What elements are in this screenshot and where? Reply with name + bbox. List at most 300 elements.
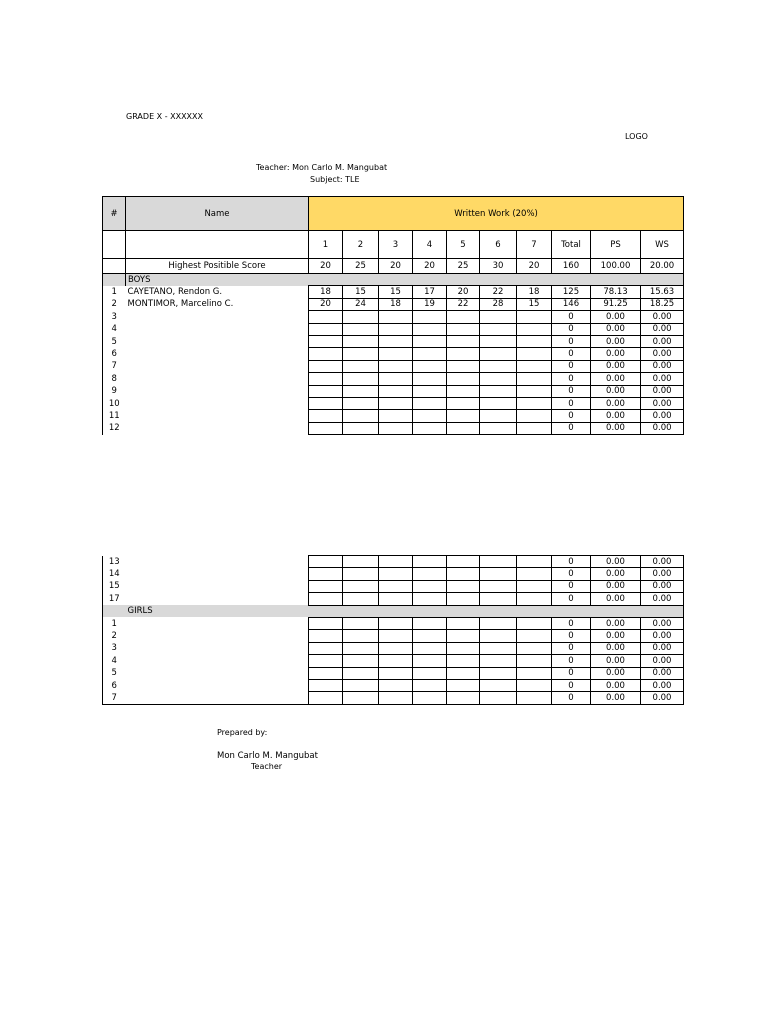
score-cell [343,556,379,568]
student-number: 1 [103,286,126,298]
total-cell: 0 [552,373,591,385]
score-cell [379,568,413,580]
student-name [126,593,309,605]
score-cell [343,630,379,642]
total-cell: 0 [552,679,591,691]
hps-ps: 100.00 [591,259,641,274]
student-number: 2 [103,298,126,310]
ps-cell: 0.00 [591,335,641,347]
ps-cell: 0.00 [591,422,641,434]
score-cell [517,556,552,568]
ps-cell: 78.13 [591,286,641,298]
score-cell [379,397,413,409]
score-cell [309,692,343,704]
student-name: MONTIMOR, Marcelino C. [127,299,234,310]
total-cell: 0 [552,385,591,397]
total-cell: 0 [552,568,591,580]
ws-cell: 0.00 [641,630,684,642]
score-cell [413,617,447,629]
ps-cell: 0.00 [591,593,641,605]
score-cell [517,630,552,642]
score-cell: 19 [413,298,447,310]
student-row [103,335,684,347]
score-cell [379,580,413,592]
student-row [103,286,684,298]
score-cell [379,593,413,605]
score-cell [343,373,379,385]
score-cell [379,617,413,629]
ps-cell: 0.00 [591,397,641,409]
score-cell [413,311,447,323]
ps-cell: 0.00 [591,667,641,679]
score-cell: 24 [343,298,379,310]
score-cell [309,348,343,360]
score-cell [447,679,480,691]
score-cell [309,323,343,335]
score-cell: 18 [379,298,413,310]
score-cell [447,655,480,667]
score-cell [413,422,447,434]
score-cell [343,385,379,397]
score-cell [309,410,343,422]
student-row [103,593,684,605]
score-cell [413,642,447,654]
score-cell [379,385,413,397]
ps-cell: 0.00 [591,568,641,580]
score-cell: 18 [517,286,552,298]
score-cell [379,311,413,323]
subheader-cell: 3 [379,231,413,259]
ws-cell: 0.00 [641,617,684,629]
score-cell: 22 [447,298,480,310]
score-cell: 15 [379,286,413,298]
hps-ws: 20.00 [641,259,684,274]
score-cell [343,593,379,605]
score-cell [480,617,517,629]
score-cell [413,556,447,568]
total-cell: 0 [552,655,591,667]
score-cell [379,655,413,667]
girls-section-row [103,605,684,617]
score-cell [343,692,379,704]
score-cell [517,335,552,347]
score-cell [447,385,480,397]
student-name [126,630,309,642]
score-cell [480,385,517,397]
score-cell [379,667,413,679]
ps-cell: 0.00 [591,410,641,422]
score-cell [343,323,379,335]
total-cell: 0 [552,556,591,568]
score-cell [413,580,447,592]
score-cell [480,568,517,580]
subheader-cell: 4 [413,231,447,259]
student-name [126,556,309,568]
score-cell [480,373,517,385]
student-number: 12 [103,422,126,434]
student-row [103,373,684,385]
student-name [126,580,309,592]
score-cell [517,568,552,580]
score-cell [343,348,379,360]
ps-cell: 0.00 [591,385,641,397]
student-name [126,655,309,667]
score-cell [480,642,517,654]
score-cell [447,311,480,323]
score-cell [413,568,447,580]
student-number: 9 [103,385,126,397]
student-row [103,348,684,360]
student-row [103,298,684,310]
score-cell [447,593,480,605]
ws-cell: 0.00 [641,568,684,580]
score-cell [480,630,517,642]
student-number: 6 [103,348,126,360]
student-row [103,667,684,679]
score-cell [343,397,379,409]
student-name [126,360,309,372]
score-cell [517,348,552,360]
ws-cell: 0.00 [641,593,684,605]
score-cell [517,679,552,691]
score-cell [309,360,343,372]
score-cell [517,692,552,704]
ws-cell: 0.00 [641,422,684,434]
score-cell [309,667,343,679]
score-cell [309,385,343,397]
score-cell [447,397,480,409]
signer-name: Mon Carlo M. Mangubat [217,751,318,761]
total-cell: 0 [552,323,591,335]
student-name [126,617,309,629]
student-number: 15 [103,580,126,592]
subheader-ps: PS [591,231,641,259]
score-cell [343,617,379,629]
score-cell [447,642,480,654]
total-cell: 0 [552,410,591,422]
girls-section-fill [309,605,684,617]
ps-cell: 0.00 [591,642,641,654]
ws-cell: 0.00 [641,667,684,679]
ps-cell: 91.25 [591,298,641,310]
score-cell [480,667,517,679]
student-number: 7 [103,360,126,372]
ws-cell: 0.00 [641,692,684,704]
score-cell [447,348,480,360]
score-cell [309,556,343,568]
score-cell [413,335,447,347]
ps-cell: 0.00 [591,580,641,592]
score-cell [447,422,480,434]
score-cell [517,642,552,654]
score-cell [517,617,552,629]
ws-cell: 0.00 [641,311,684,323]
score-cell [379,692,413,704]
student-row [103,422,684,434]
score-cell [480,335,517,347]
score-cell: 22 [480,286,517,298]
hps-value: 30 [480,259,517,274]
subheader-cell: 7 [517,231,552,259]
score-cell [379,323,413,335]
student-number: 4 [103,655,126,667]
ws-cell: 0.00 [641,360,684,372]
ws-cell: 0.00 [641,410,684,422]
ws-cell: 0.00 [641,348,684,360]
student-name [126,692,309,704]
student-name: CAYETANO, Rendon G. [127,287,223,298]
student-number: 6 [103,679,126,691]
hps-number-cell [103,259,126,274]
student-number: 5 [103,335,126,347]
score-cell [379,630,413,642]
student-row [103,679,684,691]
score-cell [447,580,480,592]
student-name [126,642,309,654]
ps-cell: 0.00 [591,655,641,667]
total-cell: 125 [552,286,591,298]
prepared-by-label: Prepared by: [217,728,268,737]
student-number: 2 [103,630,126,642]
student-row [103,397,684,409]
score-cell [309,568,343,580]
score-cell [309,679,343,691]
score-cell [480,655,517,667]
subheader-blank-name [126,231,309,259]
score-cell [517,593,552,605]
score-cell [480,422,517,434]
hps-label: Highest Positible Score [126,259,309,274]
grade-section-label: GRADE X - XXXXXX [126,112,203,121]
score-cell: 17 [413,286,447,298]
ws-cell: 0.00 [641,556,684,568]
total-cell: 0 [552,617,591,629]
student-row [103,323,684,335]
ps-cell: 0.00 [591,323,641,335]
score-cell [447,373,480,385]
ws-cell: 0.00 [641,679,684,691]
score-cell [379,373,413,385]
score-cell [447,360,480,372]
score-cell [480,323,517,335]
class-record-table-part1 [102,196,684,435]
score-cell [379,360,413,372]
total-cell: 0 [552,397,591,409]
score-cell [447,617,480,629]
score-cell [343,642,379,654]
ps-cell: 0.00 [591,360,641,372]
subheader-cell: 2 [343,231,379,259]
total-cell: 0 [552,642,591,654]
hps-value: 20 [413,259,447,274]
student-name [126,323,309,335]
score-cell [379,335,413,347]
score-cell [517,397,552,409]
ws-cell: 0.00 [641,385,684,397]
subheader-ws: WS [641,231,684,259]
teacher-line: Teacher: Mon Carlo M. Mangubat [256,163,388,172]
ps-cell: 0.00 [591,692,641,704]
student-row [103,630,684,642]
score-cell [517,373,552,385]
score-cell [343,360,379,372]
score-cell: 20 [447,286,480,298]
score-cell [480,360,517,372]
student-number: 4 [103,323,126,335]
score-cell [413,348,447,360]
student-number: 11 [103,410,126,422]
score-cell [379,556,413,568]
student-number: 10 [103,397,126,409]
student-row [103,580,684,592]
total-cell: 0 [552,692,591,704]
score-cell [517,667,552,679]
score-cell [309,335,343,347]
column-header-number: # [103,197,126,231]
student-name [126,679,309,691]
subheader-cell: 6 [480,231,517,259]
score-cell [413,630,447,642]
score-cell [343,410,379,422]
student-name [126,373,309,385]
subheader-total: Total [552,231,591,259]
student-name [126,348,309,360]
score-cell [309,580,343,592]
score-cell [309,630,343,642]
ps-cell: 0.00 [591,373,641,385]
hps-value: 20 [309,259,343,274]
score-cell [517,311,552,323]
score-cell [447,410,480,422]
score-cell [413,593,447,605]
total-cell: 0 [552,360,591,372]
score-cell [413,373,447,385]
boys-section-label: BOYS [126,274,309,286]
score-cell [413,397,447,409]
score-cell [517,360,552,372]
score-cell: 18 [309,286,343,298]
logo-placeholder: LOGO [625,132,648,141]
student-row [103,410,684,422]
score-cell [309,373,343,385]
score-cell [517,323,552,335]
score-cell [413,667,447,679]
score-cell [447,556,480,568]
student-name [126,385,309,397]
hps-total: 160 [552,259,591,274]
score-cell [413,323,447,335]
hps-value: 25 [343,259,379,274]
score-cell [413,385,447,397]
ws-cell: 0.00 [641,335,684,347]
score-cell [343,679,379,691]
score-cell [309,311,343,323]
score-cell [309,655,343,667]
student-row [103,360,684,372]
boys-section-fill [309,274,684,286]
student-number: 3 [103,311,126,323]
boys-section-number [103,274,126,286]
ws-cell: 0.00 [641,655,684,667]
score-cell [517,410,552,422]
student-name [126,568,309,580]
student-row [103,692,684,704]
score-cell [447,667,480,679]
score-cell [517,385,552,397]
student-name [126,335,309,347]
hps-value: 20 [517,259,552,274]
score-cell [480,679,517,691]
student-row [103,568,684,580]
score-cell [447,692,480,704]
score-cell [447,568,480,580]
hps-value: 25 [447,259,480,274]
score-cell [517,422,552,434]
score-cell [379,679,413,691]
score-cell [480,593,517,605]
ws-cell: 0.00 [641,642,684,654]
total-cell: 0 [552,630,591,642]
score-cell [517,580,552,592]
total-cell: 0 [552,422,591,434]
student-name [126,667,309,679]
signer-role: Teacher [251,762,283,771]
total-cell: 146 [552,298,591,310]
score-cell [309,593,343,605]
column-header-name: Name [126,197,309,231]
total-cell: 0 [552,311,591,323]
girls-section-number [103,605,126,617]
ps-cell: 0.00 [591,679,641,691]
score-cell [480,397,517,409]
ws-cell: 0.00 [641,373,684,385]
student-name [126,311,309,323]
total-cell: 0 [552,667,591,679]
score-cell [447,630,480,642]
total-cell: 0 [552,580,591,592]
class-record-table-part2 [102,555,684,705]
student-row [103,556,684,568]
score-cell [343,311,379,323]
score-cell [447,335,480,347]
written-work-header: Written Work (20%) [309,197,684,231]
score-cell [379,422,413,434]
student-number: 5 [103,667,126,679]
student-number: 13 [103,556,126,568]
score-cell [480,311,517,323]
student-number: 14 [103,568,126,580]
score-cell [343,335,379,347]
subheader-blank-number [103,231,126,259]
student-name [126,422,309,434]
student-number: 7 [103,692,126,704]
score-cell [480,556,517,568]
ps-cell: 0.00 [591,617,641,629]
score-cell [343,655,379,667]
ps-cell: 0.00 [591,348,641,360]
subheader-cell: 1 [309,231,343,259]
student-number: 3 [103,642,126,654]
score-cell [413,692,447,704]
score-cell [480,692,517,704]
total-cell: 0 [552,593,591,605]
ws-cell: 15.63 [641,286,684,298]
subheader-cell: 5 [447,231,480,259]
student-number: 1 [103,617,126,629]
score-cell [413,360,447,372]
score-cell [379,348,413,360]
student-row [103,655,684,667]
